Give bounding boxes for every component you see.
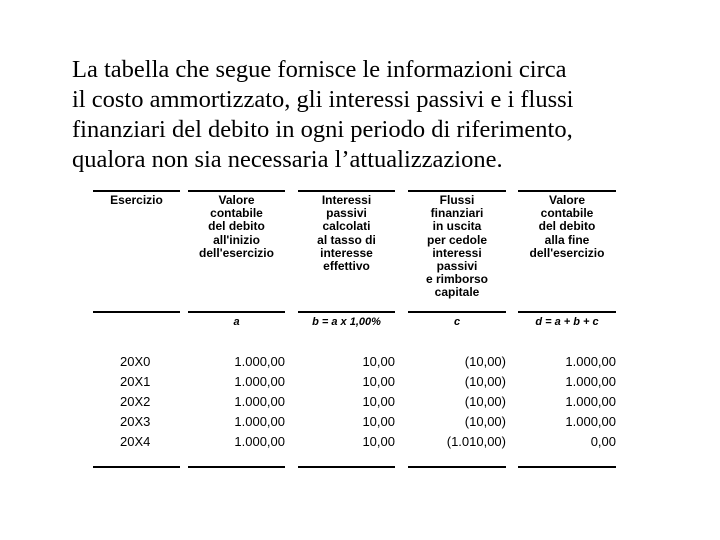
- top-rule: [188, 190, 285, 192]
- formula-c: c: [453, 316, 461, 328]
- header-esercizio: Esercizio: [110, 193, 163, 207]
- formula-a: a: [233, 316, 240, 328]
- cell-d: 1.000,00: [565, 394, 616, 409]
- cell-c: (10,00): [464, 354, 506, 369]
- header-rule: [518, 311, 616, 313]
- cell-b: 10,00: [362, 394, 395, 409]
- cell-year: 20X4: [120, 434, 151, 449]
- table-body: [93, 352, 623, 452]
- cell-d: 0,00: [590, 434, 616, 449]
- header-valore-inizio: Valore contabile del debito all'inizio dell'esercizio: [199, 193, 274, 260]
- cell-a: 1.000,00: [234, 354, 285, 369]
- cell-a: 1.000,00: [234, 434, 285, 449]
- cell-b: 10,00: [362, 434, 395, 449]
- cell-c: (10,00): [464, 374, 506, 389]
- header-rule: [408, 311, 506, 313]
- intro-line: qualora non sia necessaria l’attualizzazione.: [72, 146, 503, 173]
- bottom-rule: [518, 466, 616, 468]
- cell-d: 1.000,00: [565, 374, 616, 389]
- bottom-rule: [298, 466, 395, 468]
- cell-a: 1.000,00: [234, 414, 285, 429]
- header-rule: [298, 311, 395, 313]
- cell-d: 1.000,00: [565, 354, 616, 369]
- formula-b: b = a x 1,00%: [312, 316, 381, 328]
- intro-line: il costo ammortizzato, gli interessi passivi e i flussi: [72, 86, 574, 113]
- cell-year: 20X0: [120, 354, 151, 369]
- cell-year: 20X3: [120, 414, 151, 429]
- header-flussi: Flussi finanziari in uscita per cedole interessi passivi e rimborso capitale: [425, 193, 488, 300]
- top-rule: [408, 190, 506, 192]
- intro-paragraph: [72, 55, 672, 175]
- table-row: [93, 432, 623, 452]
- cell-b: 10,00: [362, 354, 395, 369]
- top-rule: [518, 190, 616, 192]
- cell-year: 20X2: [120, 394, 151, 409]
- header-valore-fine: Valore contabile del debito alla fine dell'esercizio: [529, 193, 605, 260]
- cell-a: 1.000,00: [234, 394, 285, 409]
- cell-a: 1.000,00: [234, 374, 285, 389]
- header-interessi: Interessi passivi calcolati al tasso di interesse effettivo: [317, 193, 376, 274]
- top-rule: [93, 190, 180, 192]
- header-rule: [188, 311, 285, 313]
- table-row: [93, 352, 623, 372]
- bottom-rule: [93, 466, 180, 468]
- table-row: [93, 372, 623, 392]
- cell-d: 1.000,00: [565, 414, 616, 429]
- intro-line: finanziari del debito in ogni periodo di riferimento,: [72, 116, 573, 143]
- bottom-rule: [408, 466, 506, 468]
- top-rule: [298, 190, 395, 192]
- header-rule: [93, 311, 180, 313]
- table-row: [93, 412, 623, 432]
- cell-b: 10,00: [362, 414, 395, 429]
- cell-b: 10,00: [362, 374, 395, 389]
- table-row: [93, 392, 623, 412]
- formula-d: d = a + b + c: [535, 316, 599, 328]
- cell-c: (10,00): [464, 394, 506, 409]
- cell-c: (10,00): [464, 414, 506, 429]
- cell-c: (1.010,00): [446, 434, 506, 449]
- cell-year: 20X1: [120, 374, 151, 389]
- intro-line: La tabella che segue fornisce le informazioni circa: [72, 56, 567, 83]
- bottom-rule: [188, 466, 285, 468]
